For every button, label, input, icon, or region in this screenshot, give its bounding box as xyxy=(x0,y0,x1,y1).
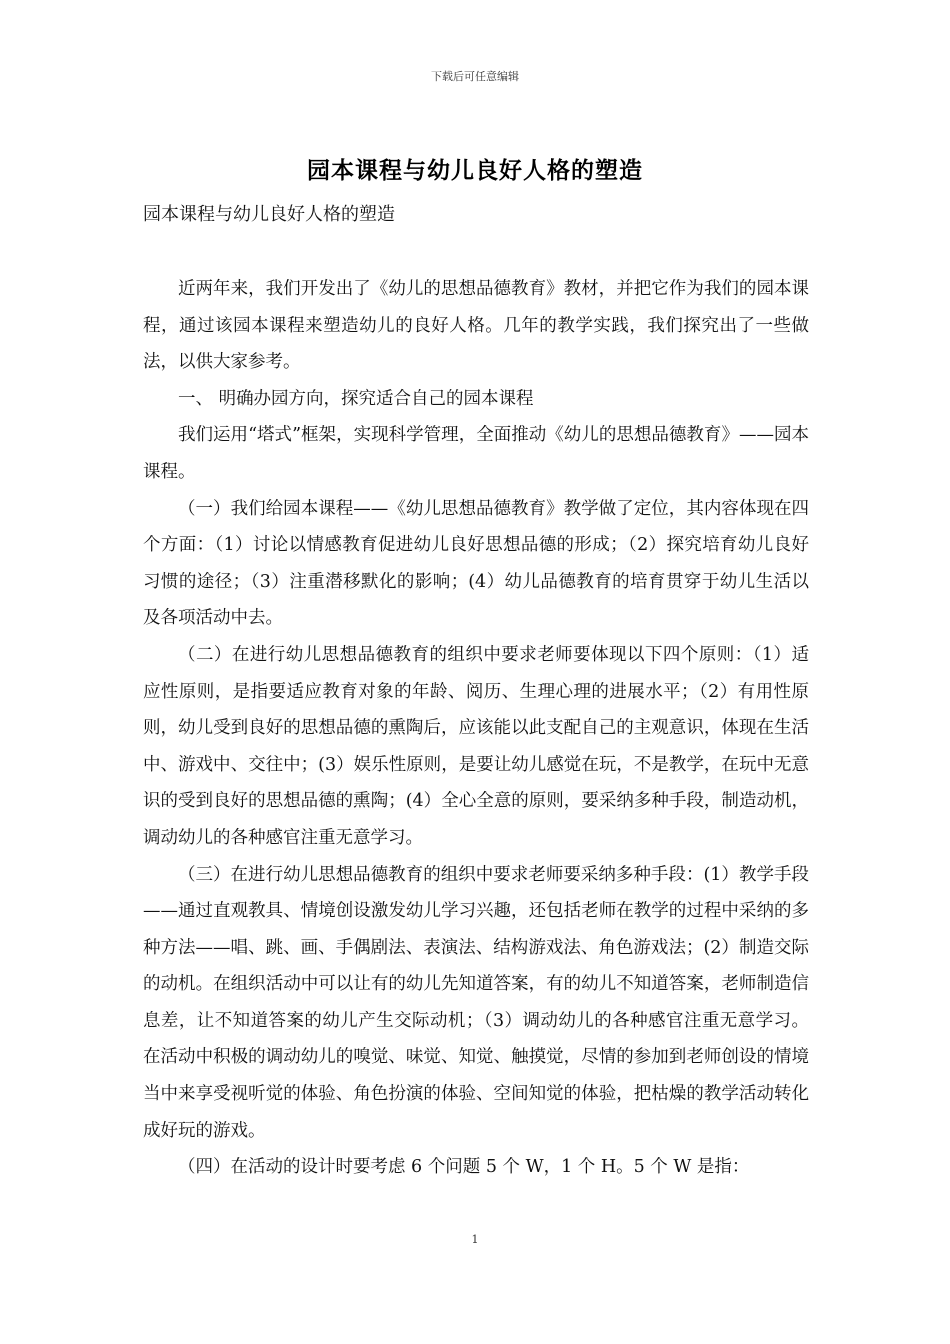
document-body xyxy=(143,271,809,1186)
header-note: 下载后可任意编辑 xyxy=(431,70,519,83)
page-number: 1 xyxy=(471,1233,479,1246)
document-subtitle: 园本课程与幼儿良好人格的塑造 xyxy=(143,204,395,225)
paragraph-item-3: （三）在进行幼儿思想品德教育的组织中要求老师要采纳多种手段：(1）教学手段——通过直观教具、情境创设激发幼儿学习兴趣，还包括老师在教学的过程中采纳的多种方法——唱、跳、画、手偶剧法、表演法、结构游戏法、角色游戏法；(2）制造交际的动机。在组织活动中可以让有的幼儿先知道答案，有的幼儿不知道答案，老师制造信息差，让不知道答案的幼儿产生交际动机；（3）调动幼儿的各种感官注重无意学习。在活动中积极的调动幼儿的嗅觉、味觉、知觉、触摸觉，尽情的参加到老师创设的情境当中来享受视听觉的体验、角色扮演的体验、空间知觉的体验，把枯燥的教学活动转化成好玩的游戏。 xyxy=(143,864,809,1141)
paragraph-item-2: （二）在进行幼儿思想品德教育的组织中要求老师要体现以下四个原则：（1）适应性原则，是指要适应教育对象的年龄、阅历、生理心理的进展水平；（2）有用性原则，幼儿受到良好的思想品德的熏陶后，应该能以此支配自己的主观意识，体现在生活中、游戏中、交往中；(3）娱乐性原则，是要让幼儿感觉在玩，不是教学，在玩中无意识的受到良好的思想品德的熏陶；(4）全心全意的原则，要采纳多种手段，制造动机，调动幼儿的各种感官注重无意学习。 xyxy=(143,644,809,848)
document-title: 园本课程与幼儿良好人格的塑造 xyxy=(307,157,643,184)
paragraph-item-4: （四）在活动的设计时要考虑 6 个问题 5 个 W，1 个 H。5 个 W 是指： xyxy=(178,1157,750,1178)
section-heading-1: 一、 明确办园方向，探究适合自己的园本课程 xyxy=(178,388,534,409)
paragraph-framework: 我们运用“塔式”框架，实现科学管理，全面推动《幼儿的思想品德教育》——园本课程。 xyxy=(143,425,809,482)
paragraph-item-1: （一）我们给园本课程——《幼儿思想品德教育》教学做了定位，其内容体现在四个方面：（1）讨论以情感教育促进幼儿良好思想品德的形成；（2）探究培育幼儿良好习惯的途径；（3）注重潜移默化的影响；(4）幼儿品德教育的培育贯穿于幼儿生活以及各项活动中去。 xyxy=(143,498,809,629)
paragraph-intro: 近两年来，我们开发出了《幼儿的思想品德教育》教材，并把它作为我们的园本课程，通过该园本课程来塑造幼儿的良好人格。几年的教学实践，我们探究出了一些做法，以供大家参考。 xyxy=(143,279,809,373)
